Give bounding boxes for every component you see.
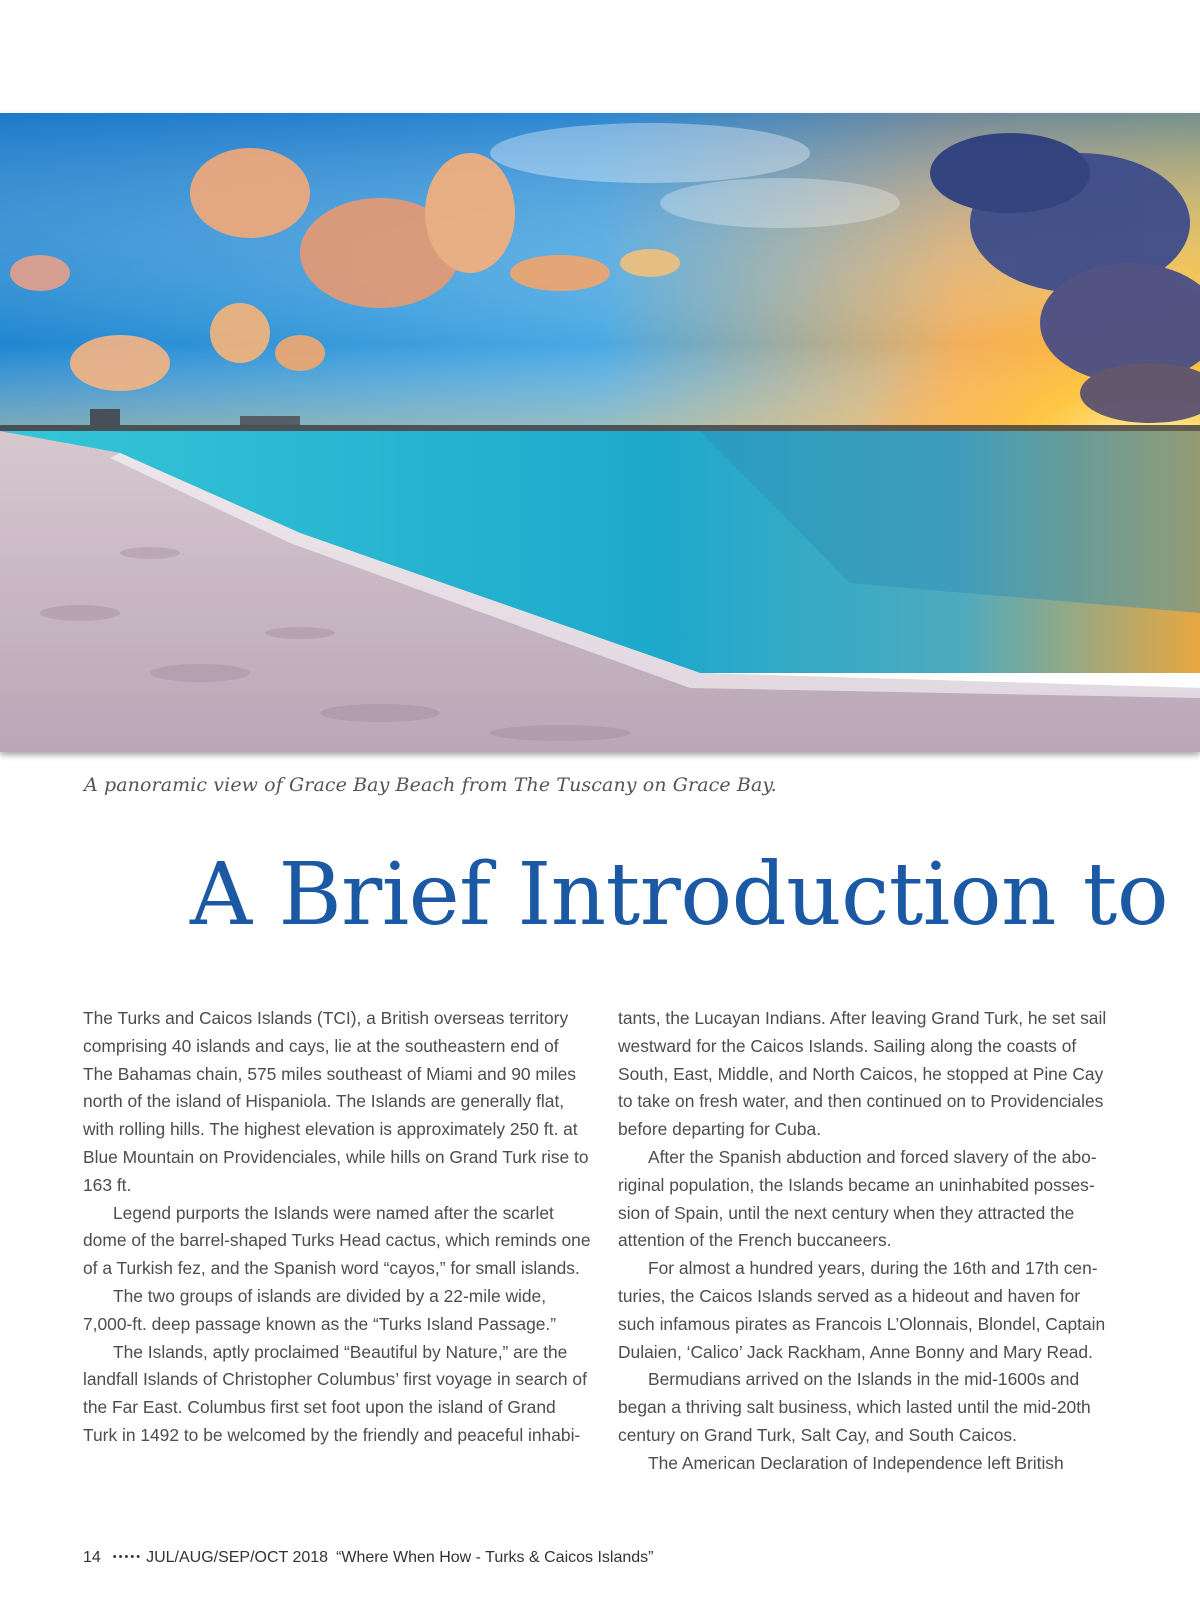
footer-dots: ••••• (112, 1551, 143, 1563)
article-headline: A Brief Introduction to (190, 845, 1169, 945)
issue-date: JUL/AUG/SEP/OCT 2018 (146, 1549, 329, 1566)
paragraph: The Turks and Caicos Islands (TCI), a British overseas territory comprising 40 islands and cays, lie at the southeastern end of The Bahamas chain, 575 miles southeast of Miami and 90 miles north of the island of Hispaniola. The Islands are generally flat, with rolling hills. The highest elevation is approximately 250 ft. at Blue Mountain on Providenciales, while hills on Grand Turk rise to 163 ft. (83, 1008, 589, 1195)
paragraph: The Islands, aptly proclaimed “Beautiful by Nature,” are the landfall Islands of Christopher Columbus’ first voyage in search of the Far East. Columbus first set foot upon the island of Grand Turk in 1492 to be welcomed by the friendly and peaceful inhabi- (83, 1341, 587, 1445)
publication-name: “Where When How - Turks & Caicos Islands” (336, 1549, 654, 1566)
paragraph: Bermudians arrived on the Islands in the mid-1600s and began a thriving salt business, which lasted until the mid-20th century on Grand Turk, Salt Cay, and South Caicos. (618, 1369, 1091, 1445)
article-column-left (83, 1005, 593, 1450)
paragraph: After the Spanish abduction and forced slavery of the abo-riginal population, the Islands became an uninhabited posses-sion of Spain, until the next century when they attracted the attention of the French buccaneers. (618, 1146, 1097, 1251)
page-footer (83, 1549, 661, 1567)
paragraph: For almost a hundred years, during the 16th and 17th cen-turies, the Caicos Islands served as a hideout and haven for such infamous pirates as Francois L’Olonnais, Blondel, Captain Dulaien, ‘Calico’ Jack Rackham, Anne Bonny and Mary Read. (618, 1258, 1106, 1362)
paragraph: tants, the Lucayan Indians. After leaving Grand Turk, he set sail westward for the Caicos Islands. Sailing along the coasts of South, East, Middle, and North Caicos, he stopped at Pine Cay to take on fresh water, and then continued on to Providenciales before departing for Cuba. (618, 1008, 1107, 1140)
paragraph: The American Declaration of Independence left British (648, 1452, 1064, 1473)
article-column-right (618, 1005, 1118, 1478)
hero-photo (0, 113, 1200, 752)
page-number: 14 (83, 1549, 101, 1566)
paragraph: The two groups of islands are divided by a 22-mile wide, 7,000-ft. deep passage known as the “Turks Island Passage.” (83, 1285, 557, 1334)
beach-sunset-illustration (0, 113, 1200, 752)
paragraph: Legend purports the Islands were named after the scarlet dome of the barrel-shaped Turks Head cactus, which reminds one of a Turkish fez, and the Spanish word “cayos,” for small islands. (83, 1202, 591, 1279)
photo-caption: A panoramic view of Grace Bay Beach from The Tuscany on Grace Bay. (84, 774, 777, 796)
